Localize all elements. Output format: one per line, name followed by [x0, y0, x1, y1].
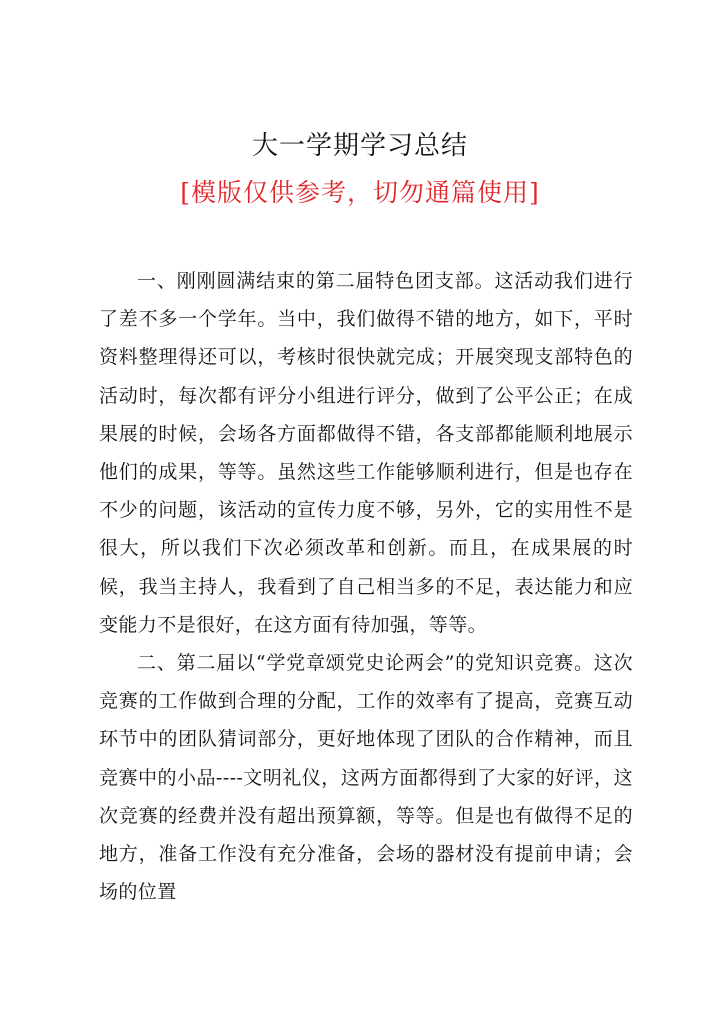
paragraph-1: 一、刚刚圆满结束的第二届特色团支部。这活动我们进行了差不多一个学年。当中，我们做得不错的地方，如下，平时资料整理得还可以，考核时很快就完成；开展突现支部特色的活动时，每次都有评分小组进行评分，做到了公平公正；在成果展的时候，会场各方面都做得不错，各支部都能顺利地展示他们的成果，等等。虽然这些工作能够顺利进行，但是也存在不少的问题，该活动的宣传力度不够，另外，它的实用性不是很大，所以我们下次必须改革和创新。而且，在成果展的时候，我当主持人，我看到了自己相当多的不足，表达能力和应变能力不是很好，在这方面有待加强，等等。: [99, 270, 633, 636]
document-title: 大一学期学习总结: [251, 131, 468, 161]
document-body: [99, 262, 633, 911]
paragraph-2: 二、第二届以“学党章颂党史论两会”的党知识竞赛。这次竞赛的工作做到合理的分配，工作的效率有了提高，竞赛互动环节中的团队猜词部分，更好地体现了团队的合作精神，而且竞赛中的小品----文明礼仪，这两方面都得到了大家的好评，这次竞赛的经费并没有超出预算额，等等。但是也有做得不足的地方，准备工作没有充分准备，会场的器材没有提前申请；会场的位置: [99, 652, 633, 904]
template-disclaimer: [模版仅供参考，切勿通篇使用]: [180, 178, 540, 207]
